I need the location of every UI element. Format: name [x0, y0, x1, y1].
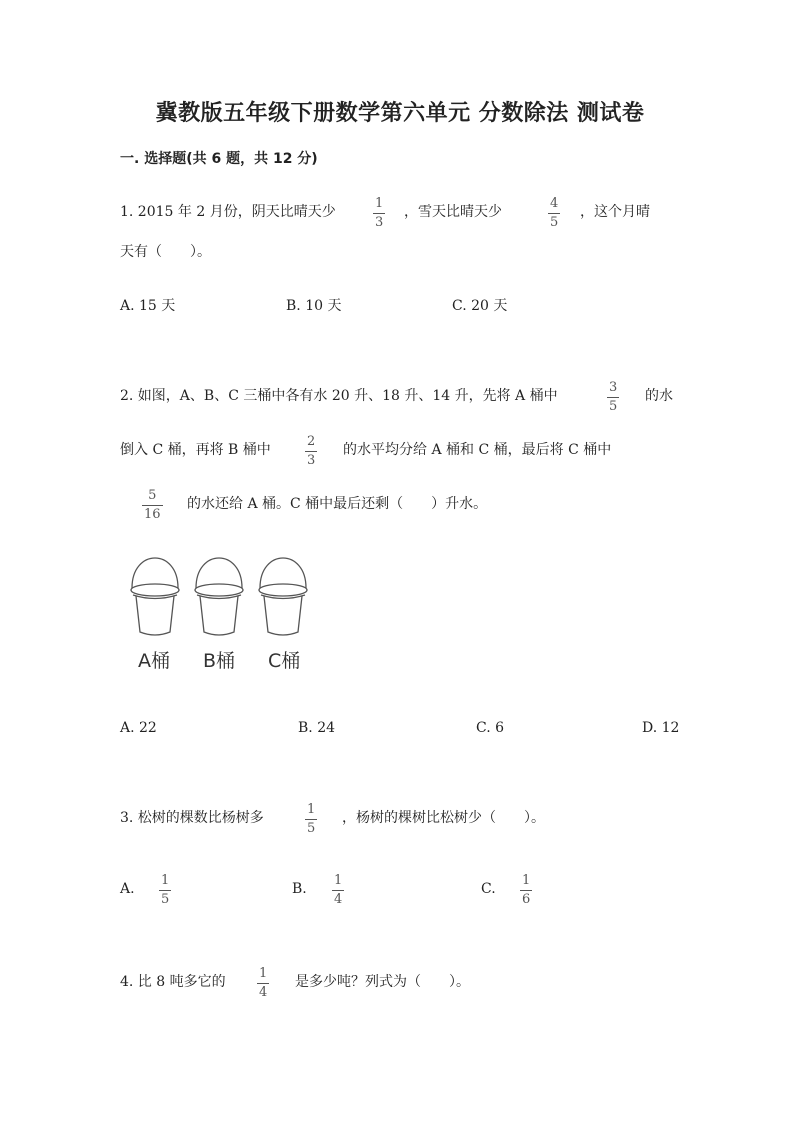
q1-text-part2: ，雪天比晴天少 — [404, 204, 502, 220]
q1-option-c[interactable]: C. 20 天 — [452, 298, 508, 314]
q4-text-part1: 4. 比 8 吨多它的 — [120, 974, 226, 990]
fraction-bar — [607, 397, 619, 398]
q2-text-part5: 的水还给 A 桶。C 桶中最后还剩（ ）升水。 — [187, 496, 488, 512]
q2-fraction-3 — [142, 489, 163, 522]
fraction-denominator: 16 — [144, 507, 161, 522]
q3-fraction-1 — [305, 803, 317, 836]
fraction-numerator: 5 — [148, 488, 157, 503]
q1-option-a[interactable]: A. 15 天 — [120, 298, 176, 314]
q2-text-part1: 2. 如图，A、B、C 三桶中各有水 20 升、18 升、14 升，先将 A 桶中 — [120, 388, 558, 404]
bucket-drawings — [120, 552, 320, 642]
fraction-bar — [257, 983, 269, 984]
option-label: A. — [120, 881, 135, 897]
option-fraction — [520, 874, 532, 907]
fraction-numerator: 1 — [161, 873, 170, 888]
option-fraction — [159, 874, 171, 907]
bucket-a-icon — [131, 558, 179, 635]
bucket-b-icon — [195, 558, 243, 635]
fraction-numerator: 1 — [307, 802, 316, 817]
q4-text-part2: 是多少吨？列式为（ ）。 — [295, 974, 470, 990]
fraction-denominator: 4 — [334, 892, 343, 907]
q2-option-d[interactable]: D. 12 — [642, 720, 680, 736]
q2-option-b[interactable]: B. 24 — [298, 720, 336, 736]
bucket-label-c: C桶 — [268, 650, 301, 672]
fraction-bar — [548, 213, 560, 214]
fraction-numerator: 1 — [334, 873, 343, 888]
q1-text-part4: 天有（ ）。 — [120, 244, 211, 260]
q1-text-part1: 1. 2015 年 2 月份，阴天比晴天少 — [120, 204, 336, 220]
page-title: 冀教版五年级下册数学第六单元 分数除法 测试卷 — [155, 101, 645, 126]
q2-option-c[interactable]: C. 6 — [476, 720, 505, 736]
fraction-bar — [305, 819, 317, 820]
fraction-denominator: 5 — [550, 215, 559, 230]
bucket-c-icon — [259, 558, 307, 635]
fraction-bar — [159, 890, 171, 891]
fraction-denominator: 3 — [307, 453, 316, 468]
fraction-denominator: 5 — [609, 399, 618, 414]
q4-fraction-1 — [257, 967, 269, 1000]
fraction-bar — [305, 451, 317, 452]
q2-text-part3: 倒入 C 桶，再将 B 桶中 — [120, 442, 271, 458]
fraction-denominator: 5 — [161, 892, 170, 907]
fraction-numerator: 2 — [307, 434, 316, 449]
fraction-numerator: 1 — [259, 966, 268, 981]
q1-fraction-2 — [548, 197, 560, 230]
fraction-denominator: 3 — [375, 215, 384, 230]
fraction-numerator: 3 — [609, 380, 618, 395]
fraction-denominator: 4 — [259, 985, 268, 1000]
q3-text-part2: ，杨树的棵树比松树少（ ）。 — [342, 810, 545, 826]
fraction-numerator: 1 — [522, 873, 531, 888]
bucket-label-a: A桶 — [138, 650, 170, 672]
q2-option-a[interactable]: A. 22 — [120, 720, 157, 736]
option-fraction — [332, 874, 344, 907]
q1-fraction-1 — [373, 197, 385, 230]
fraction-bar — [332, 890, 344, 891]
option-label: B. — [292, 881, 307, 897]
fraction-bar — [142, 505, 163, 506]
buckets-figure — [120, 552, 320, 672]
q2-fraction-1 — [607, 381, 619, 414]
fraction-bar — [373, 213, 385, 214]
fraction-denominator: 6 — [522, 892, 531, 907]
q1-text-part3: ，这个月晴 — [580, 204, 650, 220]
fraction-bar — [520, 890, 532, 891]
q2-text-part4: 的水平均分给 A 桶和 C 桶，最后将 C 桶中 — [343, 442, 612, 458]
q1-option-b[interactable]: B. 10 天 — [286, 298, 342, 314]
section-heading: 一. 选择题(共 6 题，共 12 分) — [120, 151, 318, 167]
bucket-label-b: B桶 — [203, 650, 236, 672]
fraction-denominator: 5 — [307, 821, 316, 836]
option-label: C. — [481, 881, 496, 897]
q2-fraction-2 — [305, 435, 317, 468]
q3-text-part1: 3. 松树的棵数比杨树多 — [120, 810, 264, 826]
fraction-numerator: 1 — [375, 196, 384, 211]
fraction-numerator: 4 — [550, 196, 559, 211]
q2-text-part2: 的水 — [645, 388, 673, 404]
